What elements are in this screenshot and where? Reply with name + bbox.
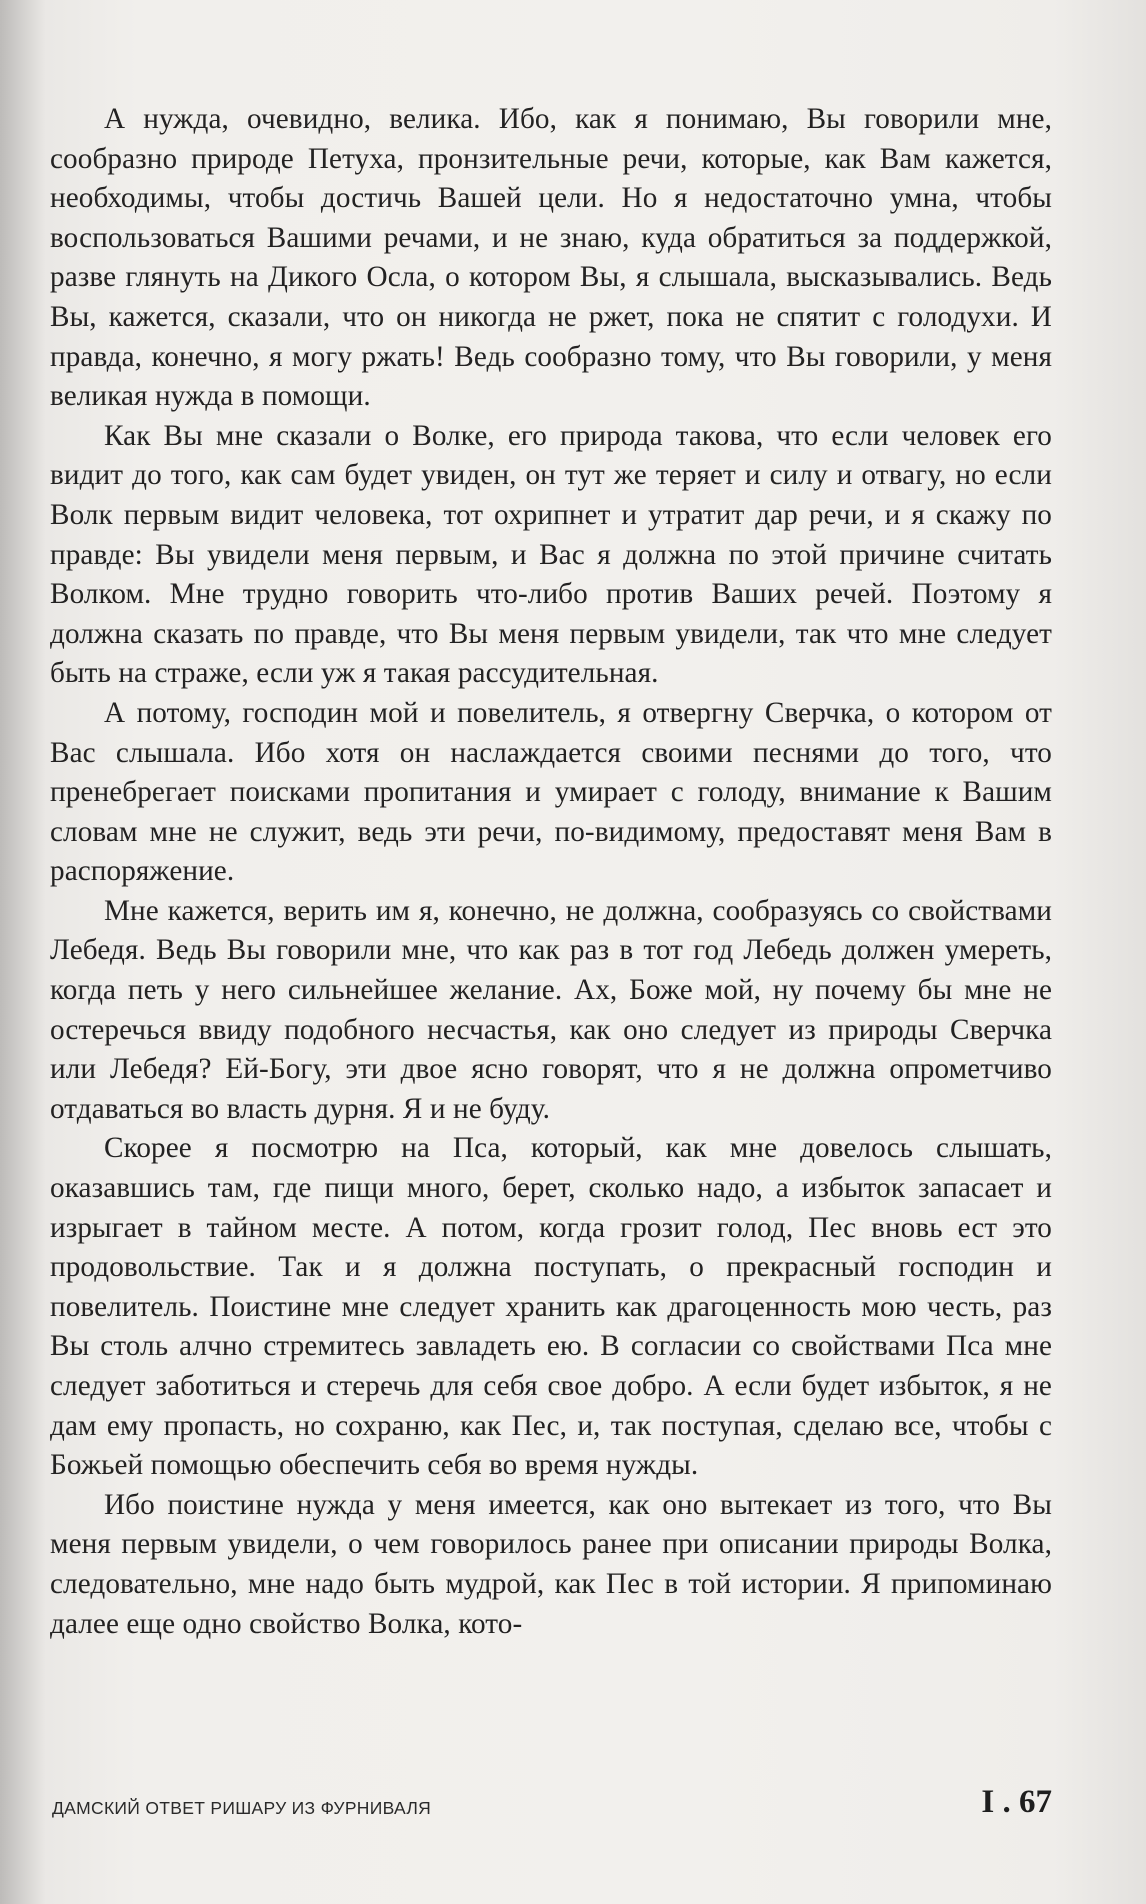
paragraph: Ибо поистине нужда у меня имеется, как оно вытекает из того, что Вы меня первым увидели, о чем говорилось ранее при описании природы Волка, следовательно, мне надо быть мудрой, как Пес в той истории. Я припоминаю далее еще одно свойство Волка, кото- (50, 1488, 1052, 1640)
paragraph: Мне кажется, верить им я, конечно, не должна, сообразуясь со свойствами Лебедя. Ведь Вы говорили мне, что как раз в тот год Лебедь должен умереть, когда петь у него сильнейшее желание. Ах, Боже мой, ну почему бы мне не остеречься ввиду подобного несчастья, как оно следует из природы Сверчка или Лебедя? Ей-Богу, эти двое ясно говорят, что я не должна опрометчиво отдаваться во власть дурня. Я и не буду. (50, 894, 1052, 1125)
paragraph: А потому, господин мой и повелитель, я отвергну Сверчка, о котором от Вас слышала. Ибо хотя он наслаждается своими песнями до того, что пренебрегает поисками пропитания и умирает с голоду, внимание к Вашим словам мне не служит, ведь эти речи, по-видимому, предоставят меня Вам в распоряжение. (50, 696, 1052, 888)
body-text (50, 100, 1052, 1644)
paragraph: А нужда, очевидно, велика. Ибо, как я понимаю, Вы говорили мне, сообразно природе Петуха, пронзительные речи, которые, как Вам кажется, необходимы, чтобы достичь Вашей цели. Но я недостаточно умна, чтобы воспользоваться Вашими речами, и не знаю, куда обратиться за поддержкой, разве глянуть на Дикого Осла, о котором Вы, я слышала, высказывались. Ведь Вы, кажется, сказали, что он никогда не ржет, пока не спятит с голодухи. И правда, конечно, я могу ржать! Ведь сообразно тому, что Вы говорили, у меня великая нужда в помощи. (50, 103, 1052, 413)
running-head: ДАМСКИЙ ОТВЕТ РИШАРУ ИЗ ФУРНИВАЛЯ (52, 1798, 432, 1818)
page-footer (52, 1784, 1052, 1824)
paragraph: Как Вы мне сказали о Волке, его природа такова, что если человек его видит до того, как сам будет увиден, он тут же теряет и силу и отвагу, но если Волк первым видит человека, тот охрипнет и утратит дар речи, и я скажу по правде: Вы увидели меня первым, и Вас я должна по этой причине считать Волком. Мне трудно говорить что-либо против Ваших речей. Поэтому я должна сказать по правде, что Вы меня первым увидели, так что мне следует быть на страже, если уж я такая рассудительная. (50, 419, 1052, 690)
page-number: I . 67 (981, 1784, 1052, 1820)
paragraph: Скорее я посмотрю на Пса, который, как мне довелось слышать, оказавшись там, где пищи много, берет, сколько надо, а избыток запасает и изрыгает в тайном месте. А потом, когда грозит голод, Пес вновь ест это продовольствие. Так и я должна поступать, о прекрасный господин и повелитель. Поистине мне следует хранить как драгоценность мою честь, раз Вы столь алчно стремитесь завладеть ею. В согласии со свойствами Пса мне следует заботиться и стеречь для себя свое добро. А если будет избыток, я не дам ему пропасть, но сохраню, как Пес, и, так поступая, сделаю все, чтобы с Божьей помощью обеспечить себя во время нужды. (50, 1132, 1052, 1482)
